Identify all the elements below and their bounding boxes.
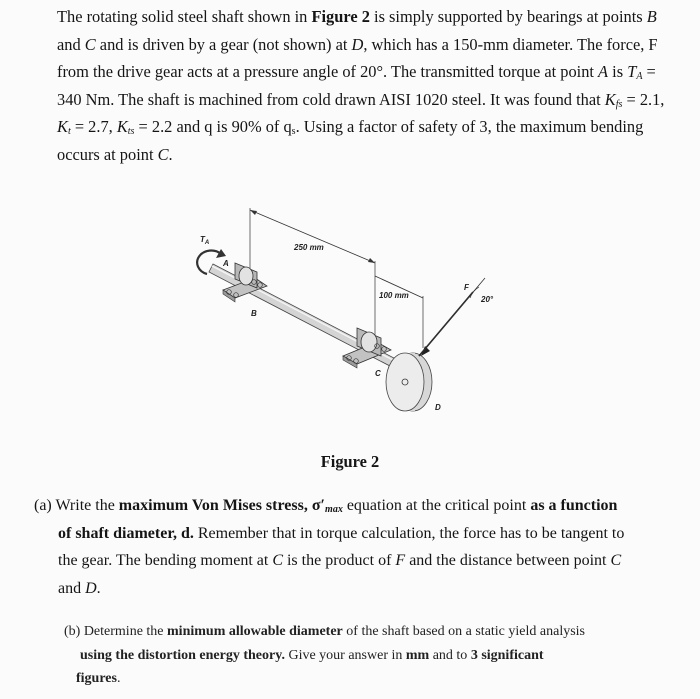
problem-line-6: occurs at point C. [57,144,173,164]
label-d: D [435,403,441,412]
problem-line-3: from the drive gear acts at a pressure angle of 20°. The transmitted torque at point A is $T_A$ = [57,62,656,83]
torque-arrowhead [216,249,226,258]
question-b-line-3: figures. [76,671,121,686]
pressure-angle-arc [470,287,479,298]
problem-line-4: 340 Nm. The shaft is machined from cold drawn AISI 1020 steel. It was found that $K_{fs} = 2.1$, [57,89,665,110]
dim-arrow-right [368,258,375,263]
question-a-line-2: of shaft diameter, d. Remember that in torque calculation, the force has to be tangent to [58,524,625,542]
label-angle: 20° [481,295,494,304]
dimension-250-label: 250 mm [294,243,324,252]
question-a-line-1: (a) Write the maximum Von Mises stress, $\sigma'_{max}$ equation at the critical point as a function [34,497,618,515]
dimension-line-250 [250,210,375,263]
label-f: F [464,283,469,292]
figure-caption: Figure 2 [320,452,380,471]
shaft-diagram [185,198,515,428]
label-a: A [223,259,229,268]
dim-arrow-left [250,210,257,215]
problem-line-1: The rotating solid steel shaft shown in Figure 2 is simply supported by bearings at points B [57,7,657,26]
label-ta: $T_A$ [200,235,210,246]
question-a-line-4: and D. [58,579,101,597]
dimension-100-label: 100 mm [379,291,409,300]
question-b [64,620,674,691]
problem-statement [57,3,669,169]
problem-line-5: $K_t = 2.7$, $K_{ts} = 2.2$ and q is 90% of $q_s$. Using a factor of safety of 3, the maximum bending [57,117,644,138]
problem-line-2: and C and is driven by a gear (not shown) at D, which has a 150-mm diameter. The force, F [57,34,658,54]
label-b: B [251,309,257,318]
label-c: C [375,369,381,378]
question-b-line-2: using the distortion energy theory. Give your answer in mm and to 3 significant [80,647,544,663]
gear-d [386,353,432,411]
question-a-line-3: the gear. The bending moment at C is the product of F and the distance between point C [58,552,622,569]
question-a [34,492,670,602]
question-b-line-1: (b) Determine the minimum allowable diameter of the shaft based on a static yield analysis [64,624,585,639]
